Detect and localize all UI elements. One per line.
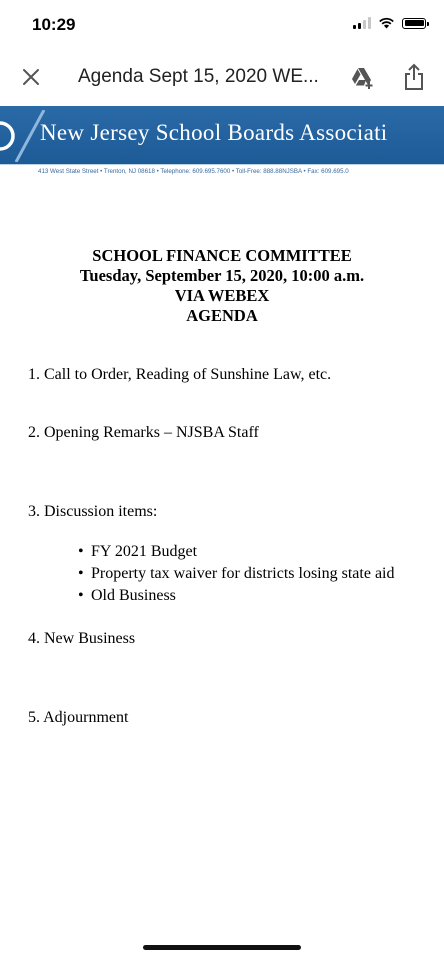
- document-title: Agenda Sept 15, 2020 WE...: [78, 66, 319, 87]
- agenda-item: 1. Call to Order, Reading of Sunshine Law, etc.: [28, 366, 332, 383]
- status-icons: [353, 17, 426, 29]
- close-icon: [22, 68, 40, 86]
- meeting-datetime: Tuesday, September 15, 2020, 10:00 a.m.: [79, 266, 365, 285]
- letterhead-divider: [0, 164, 444, 165]
- signal-icon: [353, 17, 371, 29]
- bullet-marker: •: [78, 587, 84, 604]
- share-icon: [402, 63, 426, 91]
- agenda-item: 2. Opening Remarks – NJSBA Staff: [28, 424, 259, 441]
- agenda-item: 4. New Business: [28, 630, 136, 647]
- bullet-marker: •: [78, 565, 84, 582]
- list-item: [78, 565, 394, 583]
- home-indicator[interactable]: [143, 945, 301, 950]
- agenda-item: 3. Discussion items:: [28, 503, 158, 520]
- add-to-drive-button[interactable]: [350, 66, 376, 92]
- share-button[interactable]: [402, 63, 426, 91]
- agenda-heading: AGENDA: [186, 306, 258, 325]
- status-time: 10:29: [32, 15, 76, 34]
- status-bar: [0, 0, 444, 50]
- list-item-text: Old Business: [91, 587, 176, 604]
- close-button[interactable]: [18, 64, 44, 90]
- list-item-text: Property tax waiver for districts losing state aid: [91, 565, 395, 582]
- bullet-marker: •: [78, 543, 84, 560]
- wifi-icon: [378, 17, 395, 29]
- letterhead-address: 413 West State Street • Trenton, NJ 08618 • Telephone: 609.695.7600 • Toll-Free: 888.88NJSBA • Fax: 609.695.0: [38, 168, 349, 175]
- add-to-drive-icon: [350, 66, 376, 90]
- battery-icon: [402, 18, 426, 29]
- agenda-item: 5. Adjournment: [28, 709, 129, 726]
- meeting-venue: VIA WEBEX: [174, 286, 270, 305]
- list-item: [78, 543, 197, 561]
- list-item: [78, 587, 176, 605]
- app-bar: [0, 50, 444, 106]
- organization-name: New Jersey School Boards Associati: [40, 120, 388, 145]
- list-item-text: FY 2021 Budget: [91, 543, 198, 560]
- letterhead-banner: [0, 106, 444, 164]
- committee-title: SCHOOL FINANCE COMMITTEE: [92, 246, 352, 265]
- document-page[interactable]: [0, 106, 444, 960]
